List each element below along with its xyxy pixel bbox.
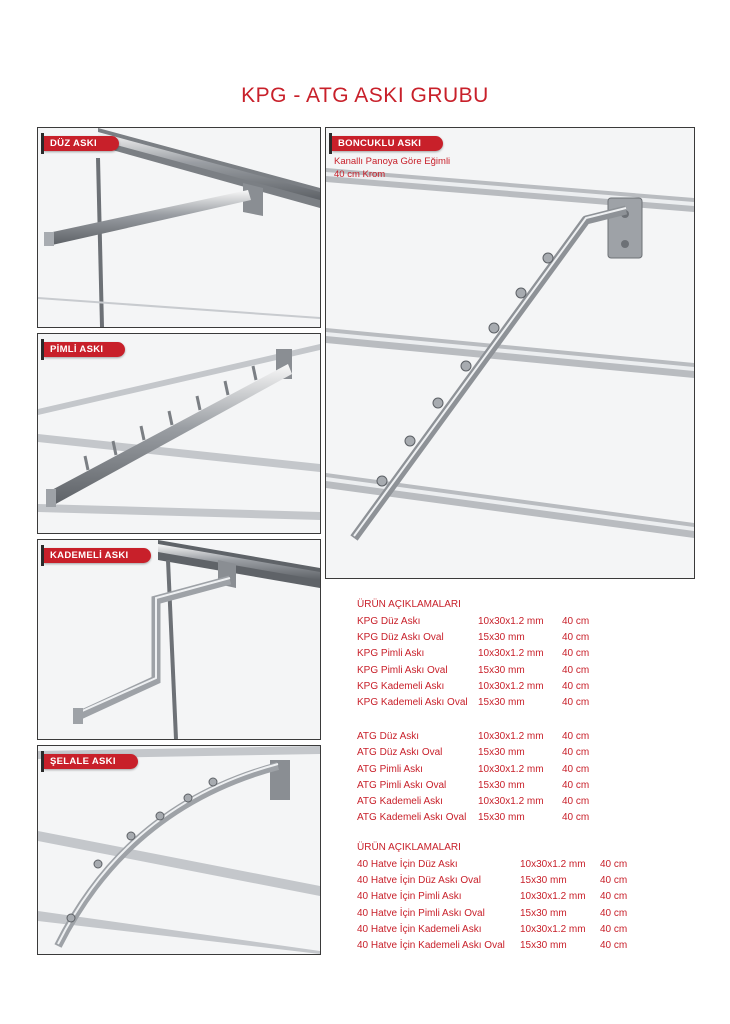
- spec-name: KPG Kademeli Askı: [357, 680, 445, 692]
- spec-row: [357, 906, 640, 922]
- spec-row: [357, 778, 602, 794]
- page-title: KPG - ATG ASKI GRUBU: [241, 84, 489, 107]
- spec-name: 40 Hatve İçin Kademeli Askı Oval: [357, 939, 505, 951]
- spec-block-1-heading: ÜRÜN AÇIKLAMALARI: [357, 599, 461, 610]
- spec-size: 10x30x1.2 mm: [478, 763, 544, 775]
- spec-name: KPG Düz Askı Oval: [357, 632, 444, 644]
- spec-row: [357, 729, 602, 745]
- spec-size: 15x30 mm: [478, 632, 525, 644]
- spec-size: 10x30x1.2 mm: [520, 891, 586, 903]
- spec-row: [357, 646, 602, 662]
- spec-length: 40 cm: [562, 763, 590, 775]
- spec-length: 40 cm: [600, 907, 628, 919]
- spec-row: [357, 679, 602, 695]
- spec-row: [357, 794, 602, 810]
- spec-length: 40 cm: [562, 795, 590, 807]
- label-duz-aski: DÜZ ASKI: [44, 136, 119, 151]
- spec-size: 10x30x1.2 mm: [478, 731, 544, 743]
- spec-length: 40 cm: [562, 680, 590, 692]
- spec-length: 40 cm: [562, 731, 590, 743]
- panel-kademeli-aski: [37, 539, 321, 740]
- spec-size: 15x30 mm: [478, 812, 525, 824]
- spec-row: [357, 745, 602, 761]
- spec-block-2-heading: ÜRÜN AÇIKLAMALARI: [357, 842, 461, 853]
- spec-name: ATG Kademeli Askı: [357, 795, 443, 807]
- spec-size: 15x30 mm: [478, 664, 525, 676]
- spec-name: ATG Pimli Askı Oval: [357, 779, 447, 791]
- spec-length: 40 cm: [600, 923, 628, 935]
- spec-row: [357, 695, 602, 711]
- spec-name: KPG Düz Askı: [357, 616, 421, 627]
- spec-size: 15x30 mm: [520, 907, 567, 919]
- spec-length: 40 cm: [562, 812, 590, 824]
- spec-length: 40 cm: [562, 632, 590, 644]
- spec-name: 40 Hatve İçin Pimli Askı Oval: [357, 907, 485, 919]
- spec-size: 10x30x1.2 mm: [478, 616, 544, 627]
- label-boncuklu-aski: BONCUKLU ASKI: [332, 136, 443, 151]
- spec-size: 10x30x1.2 mm: [478, 680, 544, 692]
- spec-group-atg: [357, 729, 602, 826]
- kademeli-aski-photo: [38, 540, 320, 739]
- spec-name: ATG Düz Askı: [357, 731, 420, 743]
- spec-name: KPG Kademeli Askı Oval: [357, 696, 468, 708]
- spec-length: 40 cm: [562, 779, 590, 791]
- spec-size: 15x30 mm: [478, 747, 525, 759]
- spec-name: ATG Düz Askı Oval: [357, 747, 443, 759]
- spec-length: 40 cm: [562, 696, 590, 708]
- duz-aski-photo: [38, 128, 320, 327]
- label-pimli-aski: PİMLİ ASKI: [44, 342, 125, 357]
- spec-block-2: [357, 840, 640, 954]
- spec-row: [357, 922, 640, 938]
- spec-size: 15x30 mm: [478, 779, 525, 791]
- panel-pimli-aski: [37, 333, 321, 534]
- boncuklu-aski-photo: [326, 128, 694, 578]
- spec-name: 40 Hatve İçin Kademeli Askı: [357, 923, 482, 935]
- spec-length: 40 cm: [562, 747, 590, 759]
- pimli-aski-photo: [38, 334, 320, 533]
- spec-size: 10x30x1.2 mm: [478, 795, 544, 807]
- spec-block-1: [357, 597, 602, 826]
- spec-name: ATG Kademeli Askı Oval: [357, 812, 467, 824]
- spec-name: 40 Hatve İçin Düz Askı Oval: [357, 875, 481, 887]
- spec-row: [357, 614, 602, 630]
- spec-size: 10x30x1.2 mm: [520, 923, 586, 935]
- spec-row: [357, 873, 640, 889]
- spec-row: [357, 810, 602, 826]
- spec-name: KPG Pimli Askı Oval: [357, 664, 448, 676]
- spec-length: 40 cm: [600, 939, 628, 951]
- panel-duz-aski: [37, 127, 321, 328]
- spec-group-hatve: [357, 857, 640, 954]
- panel-boncuklu-aski: [325, 127, 695, 579]
- spec-length: 40 cm: [600, 859, 628, 870]
- spec-length: 40 cm: [562, 616, 590, 627]
- spec-row: [357, 762, 602, 778]
- spec-length: 40 cm: [600, 891, 628, 903]
- spec-size: 15x30 mm: [520, 875, 567, 887]
- spec-name: 40 Hatve İçin Pimli Askı: [357, 891, 462, 903]
- spec-size: 15x30 mm: [520, 939, 567, 951]
- spec-row: [357, 857, 640, 873]
- spec-row: [357, 663, 602, 679]
- boncuklu-desc-line2: 40 cm Krom: [334, 169, 386, 180]
- selale-aski-photo: [38, 746, 320, 954]
- boncuklu-desc-line1: Kanallı Panoya Göre Eğimli: [334, 156, 451, 167]
- label-selale-aski: ŞELALE ASKI: [44, 754, 138, 769]
- spec-length: 40 cm: [600, 875, 628, 887]
- spec-size: 15x30 mm: [478, 696, 525, 708]
- spec-name: KPG Pimli Askı: [357, 648, 425, 660]
- spec-row: [357, 938, 640, 954]
- spec-length: 40 cm: [562, 664, 590, 676]
- panel-selale-aski: [37, 745, 321, 955]
- spec-name: 40 Hatve İçin Düz Askı: [357, 859, 458, 870]
- spec-row: [357, 889, 640, 905]
- spec-size: 10x30x1.2 mm: [478, 648, 544, 660]
- spec-row: [357, 630, 602, 646]
- spec-size: 10x30x1.2 mm: [520, 859, 586, 870]
- label-kademeli-aski: KADEMELİ ASKI: [44, 548, 151, 563]
- spec-length: 40 cm: [562, 648, 590, 660]
- spec-name: ATG Pimli Askı: [357, 763, 423, 775]
- spec-group-kpg: [357, 614, 602, 711]
